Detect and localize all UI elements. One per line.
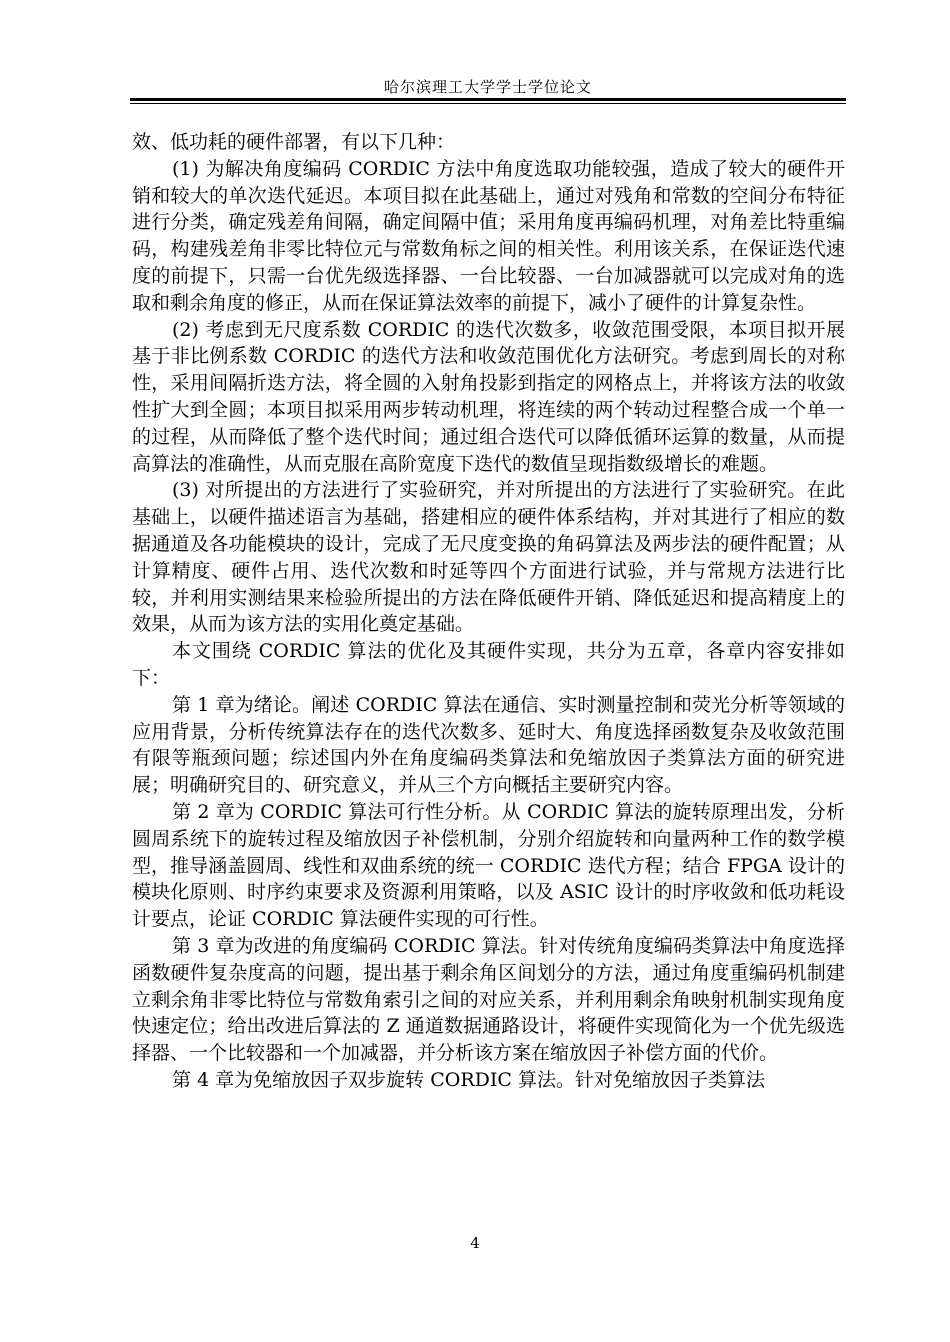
header-rule-thick <box>130 98 846 101</box>
running-header: 哈尔滨理工大学学士学位论文 <box>383 78 592 96</box>
paragraph-continuation: 效、低功耗的硬件部署，有以下几种： <box>132 131 456 153</box>
body-text <box>132 129 845 1094</box>
paragraph-item-3: (3) 对所提出的方法进行了实验研究，并对所提出的方法进行了实验研究。在此基础上，以硬件描述语言为基础，搭建相应的硬件体系结构，并对其进行了相应的数据通道及各功能模块的设计，完成了无尺度变换的角码算法及两步法的硬件配置；从计算精度、硬件占用、迭代次数和时延等四个方面进行试验，并与常规方法进行比较，并利用实测结果来检验所提出的方法在降低硬件开销、降低延迟和提高精度上的效果，从而为该方法的实用化奠定基础。 <box>132 479 845 636</box>
header-rule-thin <box>130 103 846 104</box>
paragraph-chapter-1: 第 1 章为绪论。阐述 CORDIC 算法在通信、实时测量控制和荧光分析等领域的应用背景，分析传统算法存在的迭代次数多、延时大、角度选择函数复杂及收敛范围有限等瓶颈问题；综述国内外在角度编码类算法和免缩放因子类算法方面的研究进展；明确研究目的、研究意义，并从三个方向概括主要研究内容。 <box>132 693 845 797</box>
paragraph-chapter-overview: 本文围绕 CORDIC 算法的优化及其硬件实现，共分为五章，各章内容安排如下： <box>132 640 845 689</box>
paragraph-chapter-2: 第 2 章为 CORDIC 算法可行性分析。从 CORDIC 算法的旋转原理出发，分析圆周系统下的旋转过程及缩放因子补偿机制，分别介绍旋转和向量两种工作的数学模型，推导涵盖圆周、线性和双曲系统的统一 CORDIC 迭代方程；结合 FPGA 设计的模块化原则、时序约束要求及资源利用策略，以及 ASIC 设计的时序收敛和低功耗设计要点，论证 CORDIC 算法硬件实现的可行性。 <box>132 800 845 931</box>
paragraph-item-1: (1) 为解决角度编码 CORDIC 方法中角度选取功能较强，造成了较大的硬件开销和较大的单次迭代延迟。本项目拟在此基础上，通过对残角和常数的空间分布特征进行分类，确定残差角间隔，确定间隔中值；采用角度再编码机理，对角差比特重编码，构建残差角非零比特位元与常数角标之间的相关性。利用该关系，在保证迭代速度的前提下，只需一台优先级选择器、一台比较器、一台加减器就可以完成对角的选取和剩余角度的修正，从而在保证算法效率的前提下，减小了硬件的计算复杂性。 <box>132 157 845 314</box>
paragraph-chapter-3: 第 3 章为改进的角度编码 CORDIC 算法。针对传统角度编码类算法中角度选择函数硬件复杂度高的问题，提出基于剩余角区间划分的方法，通过角度重编码机制建立剩余角非零比特位与常数角索引之间的对应关系，并利用剩余角映射机制实现角度快速定位；给出改进后算法的 Z 通道数据通路设计，将硬件实现简化为一个优先级选择器、一个比较器和一个加减器，并分析该方案在缩放因子补偿方面的代价。 <box>132 934 845 1065</box>
page-number: 4 <box>470 1234 480 1252</box>
paragraph-item-2: (2) 考虑到无尺度系数 CORDIC 的迭代次数多，收敛范围受限，本项目拟开展基于非比例系数 CORDIC 的迭代方法和收敛范围优化方法研究。考虑到周长的对称性，采用间隔折迭方法，将全圆的入射角投影到指定的网格点上，并将该方法的收敛性扩大到全圆；本项目拟采用两步转动机理，将连续的两个转动过程整合成一个单一的过程，从而降低了整个迭代时间；通过组合迭代可以降低循环运算的数量，从而提高算法的准确性，从而克服在高阶宽度下迭代的数值呈现指数级增长的难题。 <box>132 318 845 475</box>
paragraph-chapter-4: 第 4 章为免缩放因子双步旋转 CORDIC 算法。针对免缩放因子类算法 <box>172 1068 765 1091</box>
